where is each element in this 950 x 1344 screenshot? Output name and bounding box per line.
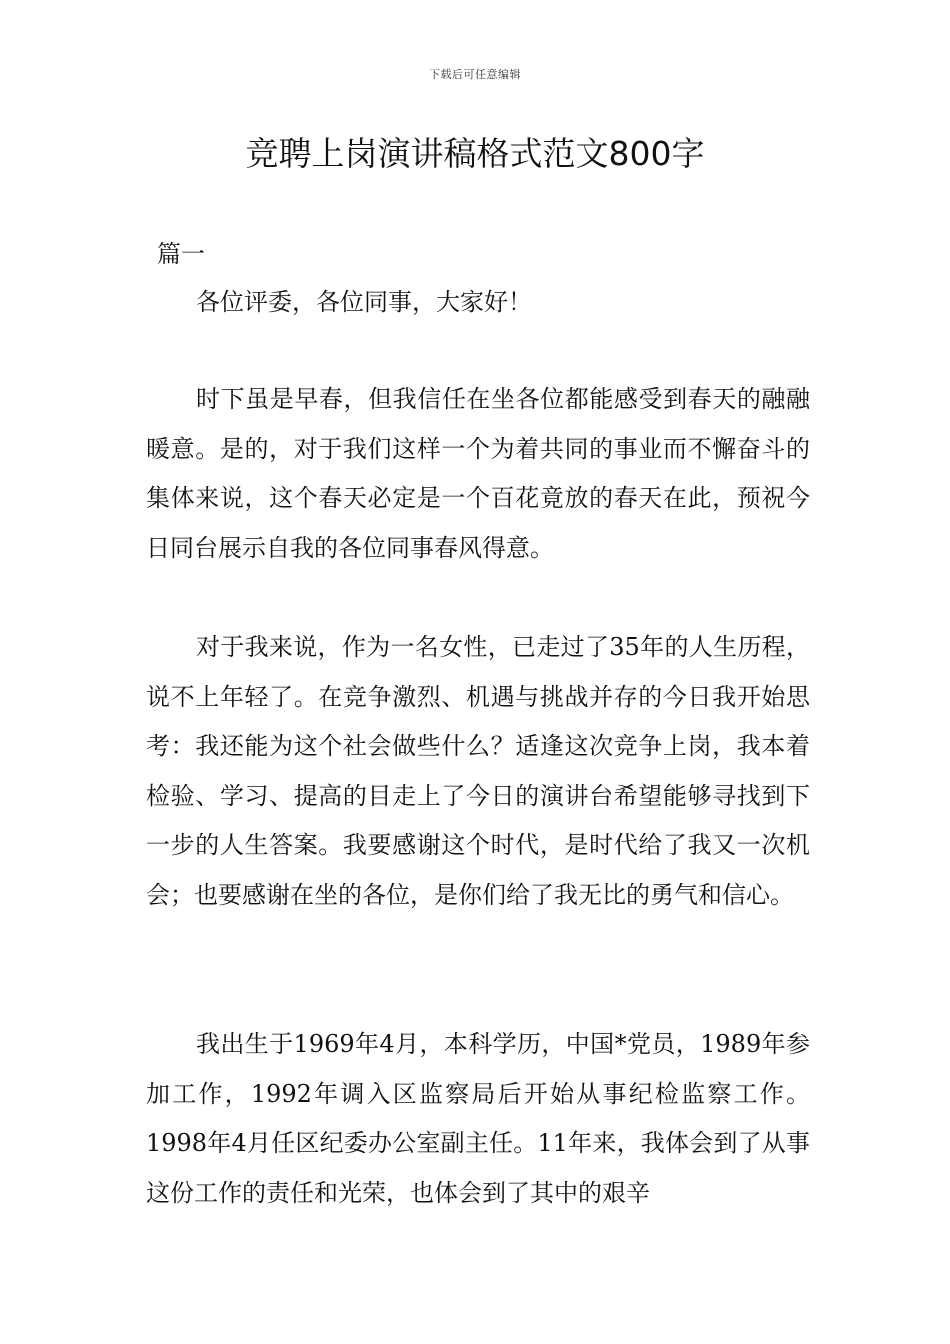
page-title: 竞聘上岗演讲稿格式范文800字 — [245, 134, 705, 173]
header-note: 下载后可任意编辑 — [429, 68, 521, 81]
body-paragraph-3: 我出生于1969年4月，本科学历，中国*党员，1989年参加工作，1992年调入区监察局后开始从事纪检监察工作。1998年4月任区纪委办公室副主任。11年来，我体会到了从事这份工作的责任和光荣，也体会到了其中的艰辛 — [146, 1030, 810, 1207]
section-label: 篇一 — [157, 240, 205, 268]
body-paragraph-2: 对于我来说，作为一名女性，已走过了35年的人生历程，说不上年轻了。在竞争激烈、机遇与挑战并存的今日我开始思考：我还能为这个社会做些什么？适逢这次竞争上岗，我本着检验、学习、提高的目走上了今日的演讲台希望能够寻找到下一步的人生答案。我要感谢这个时代，是时代给了我又一次机会；也要感谢在坐的各位，是你们给了我无比的勇气和信心。 — [146, 633, 810, 909]
greeting-paragraph: 各位评委，各位同事，大家好！ — [196, 288, 532, 316]
body-paragraph-1: 时下虽是早春，但我信任在坐各位都能感受到春天的融融暖意。是的，对于我们这样一个为着共同的事业而不懈奋斗的集体来说，这个春天必定是一个百花竟放的春天在此，预祝今日同台展示自我的各位同事春风得意。 — [146, 385, 810, 562]
